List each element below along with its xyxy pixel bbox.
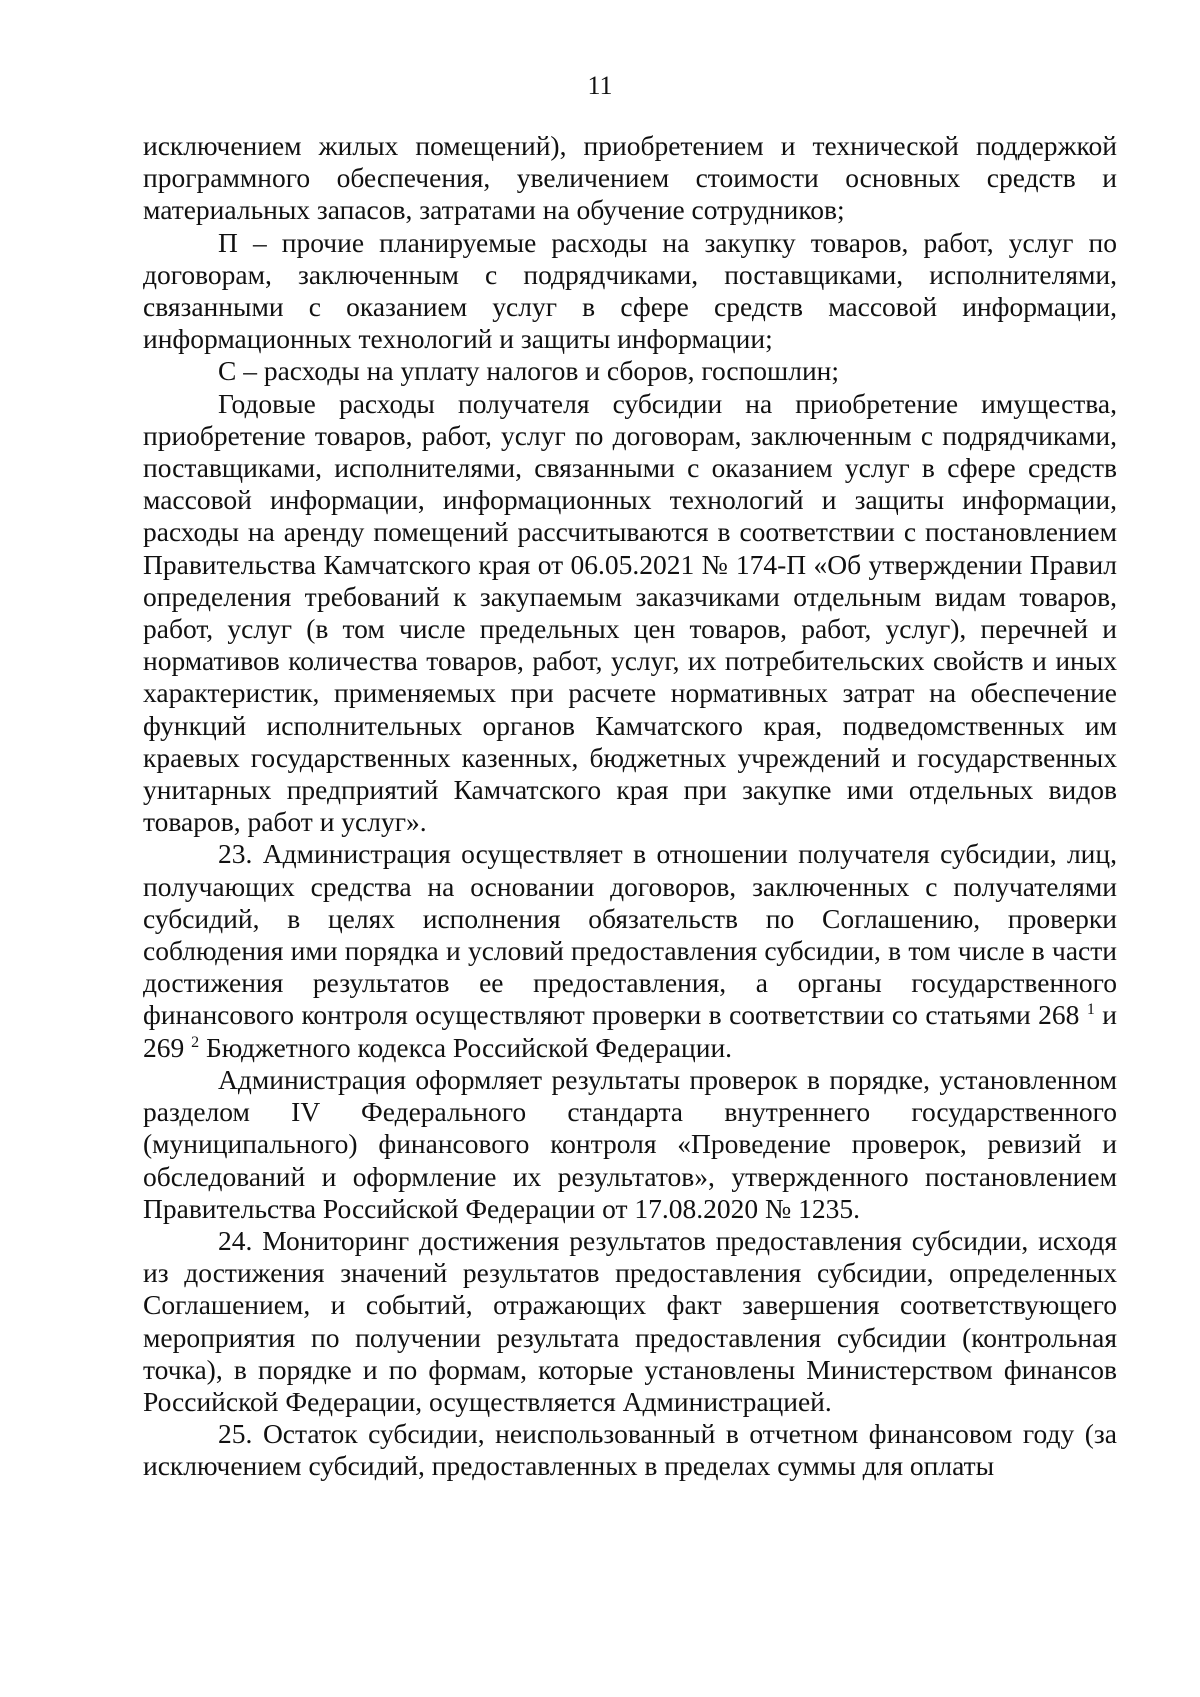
item-23-text-mid: и 269 — [143, 999, 1118, 1063]
paragraph-continuation: исключением жилых помещений), приобретением и технической поддержкой программного обеспечения, увеличением стоимости основных средств и материальных запасов, затратами на обучение сотрудников; — [143, 130, 1117, 226]
paragraph-annual-expenses: Годовые расходы получателя субсидии на приобретение имущества, приобретение товаров, работ, услуг по договорам, заключенным с подрядчиками, поставщиками, исполнителями, связанными с оказанием услуг в сфере средств массовой информации, информационных технологий и защиты информации, расходы на аренду помещений рассчитываются в соответствии с постановлением Правительства Камчатского края от 06.05.2021 № 174-П «Об утверждении Правил определения требований к закупаемым заказчиками отдельным видам товаров, работ, услуг (в том числе предельных цен товаров, работ, услуг), перечней и нормативов количества товаров, работ, услуг, их потребительских свойств и иных характеристик, применяемых при расчете нормативных затрат на обеспечение функций исполнительных органов Камчатского края, подведомственных им краевых государственных казенных, бюджетных учреждений и государственных унитарных предприятий Камчатского края при закупке ими отдельных видов товаров, работ и услуг». — [143, 387, 1117, 838]
paragraph-item-23 — [143, 838, 1117, 1063]
paragraph-audit-results: Администрация оформляет результаты проверок в порядке, установленном разделом IV Федерального стандарта внутреннего государственного (муниципального) финансового контроля «Проведение проверок, ревизий и обследований и оформление их результатов», утвержденного постановлением Правительства Российской Федерации от 17.08.2020 № 1235. — [143, 1063, 1117, 1224]
footnote-mark-1: 1 — [1086, 1001, 1095, 1019]
paragraph-c-taxes: С – расходы на уплату налогов и сборов, госпошлин; — [218, 355, 840, 387]
item-23-text: 23. Администрация осуществляет в отношении получателя субсидии, лиц, получающих средства на основании договоров, заключенных с получателями субсидий, в целях исполнения обязательств по Соглашению, проверки соблюдения ими порядка и условий предоставления субсидии, в том числе в части достижения результатов ее предоставления, а органы государственного финансового контроля осуществляют проверки в соответствии со статьями 268 — [143, 838, 1117, 1031]
paragraph-item-25: 25. Остаток субсидии, неиспользованный в отчетном финансовом году (за исключением субсидий, предоставленных в пределах суммы для оплаты — [143, 1418, 1117, 1482]
item-23-text-end: Бюджетного кодекса Российской Федерации. — [199, 1031, 733, 1063]
page-number: 11 — [587, 71, 613, 100]
footnote-mark-2: 2 — [191, 1033, 200, 1051]
paragraph-p-other-expenses: П – прочие планируемые расходы на закупку товаров, работ, услуг по договорам, заключенным с подрядчиками, поставщиками, исполнителями, связанными с оказанием услуг в сфере средств массовой информации, информационных технологий и защиты информации; — [143, 226, 1117, 355]
document-body — [143, 130, 1117, 1483]
paragraph-item-24: 24. Мониторинг достижения результатов предоставления субсидии, исходя из достижения значений результатов предоставления субсидии, определенных Соглашением, и событий, отражающих факт завершения соответствующего мероприятия по получении результата предоставления субсидии (контрольная точка), в порядке и по формам, которые установлены Министерством финансов Российской Федерации, осуществляется Администрацией. — [143, 1224, 1117, 1417]
